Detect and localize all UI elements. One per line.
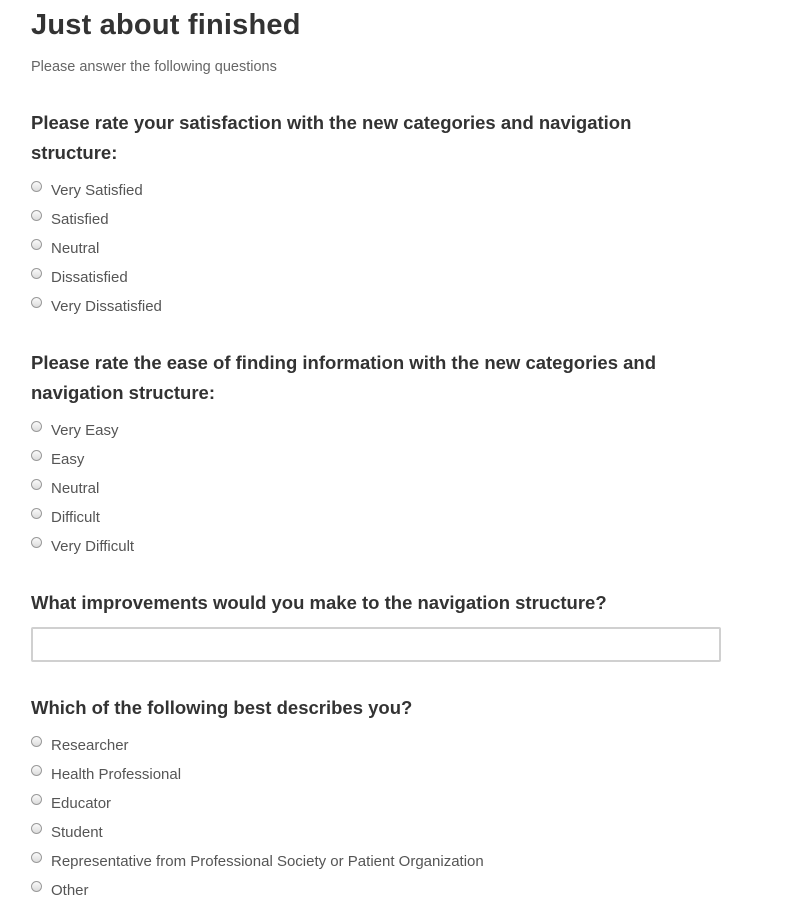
option-label[interactable]: Dissatisfied <box>51 268 128 286</box>
radio-button[interactable] <box>31 736 42 747</box>
option-label[interactable]: Very Satisfied <box>51 181 143 199</box>
page-title: Just about finished <box>31 9 301 41</box>
question-improvements: What improvements would you make to the navigation structure? <box>31 592 607 613</box>
radio-button[interactable] <box>31 297 42 308</box>
radio-button[interactable] <box>31 239 42 250</box>
option-label[interactable]: Other <box>51 881 89 899</box>
survey-page <box>31 0 731 899</box>
option-difficult[interactable] <box>31 503 134 532</box>
option-label[interactable]: Health Professional <box>51 765 182 783</box>
page-subtitle: Please answer the following questions <box>31 59 277 75</box>
option-easy[interactable] <box>31 445 134 474</box>
satisfaction-options <box>31 176 162 321</box>
option-other[interactable] <box>31 876 484 905</box>
radio-button[interactable] <box>31 852 42 863</box>
option-very-satisfied[interactable] <box>31 176 162 205</box>
radio-button[interactable] <box>31 823 42 834</box>
option-neutral[interactable] <box>31 234 162 263</box>
radio-button[interactable] <box>31 881 42 892</box>
option-satisfied[interactable] <box>31 205 162 234</box>
radio-button[interactable] <box>31 765 42 776</box>
radio-button[interactable] <box>31 210 42 221</box>
radio-button[interactable] <box>31 421 42 432</box>
radio-button[interactable] <box>31 794 42 805</box>
option-very-dissatisfied[interactable] <box>31 292 162 321</box>
option-label[interactable]: Representative from Professional Society or Patient Organization <box>51 852 484 870</box>
option-label[interactable]: Researcher <box>51 736 129 754</box>
question-ease-of-finding: Please rate the ease of finding information with the new categories and navigation structure: <box>31 352 657 403</box>
option-label[interactable]: Satisfied <box>51 210 109 228</box>
option-label[interactable]: Very Easy <box>51 421 119 439</box>
option-very-difficult[interactable] <box>31 532 134 561</box>
option-researcher[interactable] <box>31 731 484 760</box>
option-representative[interactable] <box>31 847 484 876</box>
option-neutral[interactable] <box>31 474 134 503</box>
option-label[interactable]: Very Dissatisfied <box>51 297 162 315</box>
option-label[interactable]: Educator <box>51 794 112 812</box>
option-educator[interactable] <box>31 789 484 818</box>
option-label[interactable]: Student <box>51 823 103 841</box>
improvements-input[interactable] <box>31 627 721 662</box>
radio-button[interactable] <box>31 268 42 279</box>
radio-button[interactable] <box>31 450 42 461</box>
option-label[interactable]: Difficult <box>51 508 100 526</box>
option-label[interactable]: Easy <box>51 450 85 468</box>
option-very-easy[interactable] <box>31 416 134 445</box>
describes-you-options <box>31 731 484 905</box>
radio-button[interactable] <box>31 181 42 192</box>
radio-button[interactable] <box>31 508 42 519</box>
option-dissatisfied[interactable] <box>31 263 162 292</box>
option-health-professional[interactable] <box>31 760 484 789</box>
option-label[interactable]: Neutral <box>51 239 100 257</box>
option-student[interactable] <box>31 818 484 847</box>
ease-options <box>31 416 134 561</box>
option-label[interactable]: Very Difficult <box>51 537 135 555</box>
option-label[interactable]: Neutral <box>51 479 100 497</box>
question-describes-you: Which of the following best describes you? <box>31 697 413 718</box>
question-satisfaction: Please rate your satisfaction with the new categories and navigation structure: <box>31 112 632 163</box>
radio-button[interactable] <box>31 537 42 548</box>
radio-button[interactable] <box>31 479 42 490</box>
